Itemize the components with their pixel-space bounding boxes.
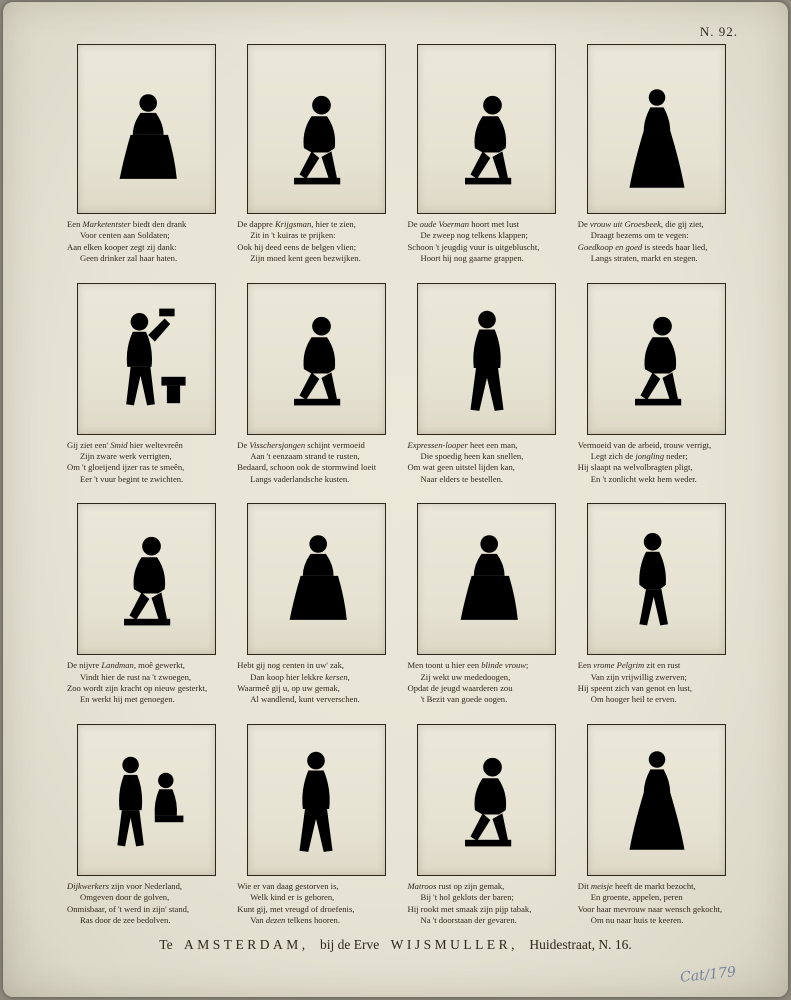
woodcut-aanspreker (247, 724, 386, 876)
caption-line: Onmisbaar, of 't werd in zijn' stand, (67, 903, 190, 914)
caption-line: Aan elken kooper zegt zij dank: (67, 241, 177, 252)
imprint-address: Huidestraat, N. 16. (529, 937, 632, 952)
expressen-looper-figure-icon (428, 302, 546, 434)
caption-line: Om wat geen uitstel lijden kan, (407, 462, 515, 473)
caption-line: De zweep nog telkens klappen; (420, 230, 528, 241)
aanspreker-figure-icon (257, 743, 375, 875)
catchpenny-print-sheet (3, 2, 788, 997)
caption-smid (67, 440, 225, 486)
landman-figure-icon (87, 522, 205, 654)
dijkwerkers-figures-icon (87, 743, 205, 875)
caption-vrouw-uit-groesbeek (578, 219, 736, 265)
caption-line: De oude Voerman hoort met lust (407, 219, 519, 229)
caption-line: Om hooger heil te erven. (590, 694, 677, 705)
panel-kersenverkoopster (237, 503, 395, 706)
caption-line: Ook hij deed eens de belgen vlien; (237, 241, 357, 252)
caption-line: Een Marketentster biedt den drank (67, 219, 187, 229)
imprint-city: AMSTERDAM, (183, 937, 309, 952)
woodcut-dijkwerkers (77, 724, 216, 876)
caption-line: Zij wekt uw mededoogen, (420, 671, 511, 682)
caption-jongling (578, 440, 736, 486)
woodcut-visschersjongen (247, 283, 386, 435)
panel-matroos (408, 724, 566, 927)
kersenverkoopster-figure-icon (257, 522, 375, 654)
panel-krijgsman (237, 44, 395, 265)
caption-line: Waarmeê gij u, op uw gemak, (237, 683, 340, 694)
woodcut-jongling (587, 283, 726, 435)
panel-jongling (578, 283, 736, 486)
woodcut-expressen-looper (417, 283, 556, 435)
smid-figure-icon (87, 302, 205, 434)
imprint-publisher: WIJSMULLER, (390, 937, 518, 952)
panel-landman (67, 503, 225, 706)
woodcut-grid (67, 44, 736, 927)
caption-line: Hij speent zich van genot en lust, (577, 683, 693, 694)
caption-line: Dit meisje heeft de markt bezocht, (577, 880, 696, 891)
caption-line: Dan koop hier lekkre kersen, (250, 671, 350, 682)
caption-line: Expressen-looper heet een man, (407, 439, 518, 450)
woodcut-blinde-vrouw (417, 503, 556, 655)
woodcut-pelgrim (587, 503, 726, 655)
caption-matroos (408, 881, 566, 927)
woodcut-vrouw-uit-groesbeek (587, 44, 726, 214)
woodcut-smid (77, 283, 216, 435)
woodcut-landman (77, 503, 216, 655)
woodcut-krijgsman (247, 44, 386, 214)
caption-line: Zijn moed kent geen bezwijken. (250, 253, 361, 264)
caption-line: Voor centen aan Soldaten; (80, 230, 170, 241)
caption-line: 't Bezit van goede oogen. (420, 694, 508, 705)
groesbeek-vrouw-figure-icon (598, 81, 716, 213)
meisje-figure-icon (598, 743, 716, 875)
caption-line: Naar elders te bestellen. (420, 473, 504, 484)
woodcut-matroos (417, 724, 556, 876)
caption-line: De Visschersjongen schijnt vermoeid (237, 439, 365, 450)
caption-line: Wie er van daag gestorven is, (237, 880, 339, 891)
caption-line: De vrouw uit Groesbeek, die gij ziet, (577, 219, 704, 229)
panel-smid (67, 283, 225, 486)
blinde-vrouw-figure-icon (428, 522, 546, 654)
caption-meisje (578, 881, 736, 927)
caption-line: Omgeven door de golven, (80, 892, 170, 903)
caption-line: Men toont u hier een blinde vrouw; (407, 660, 529, 671)
handwritten-collection-mark: Cat/179 (679, 964, 737, 986)
caption-line: Om nu naar huis te keeren. (590, 915, 684, 926)
plate-number: N. 92. (699, 24, 738, 39)
caption-line: Langs straten, markt en stegen. (590, 253, 698, 264)
caption-line: Welk kind er is geboren, (250, 892, 335, 903)
caption-marketentster (67, 219, 225, 265)
panel-expressen-looper (408, 283, 566, 486)
caption-line: Om 't gloeijend ijzer ras te smeên, (67, 462, 185, 473)
caption-line: Eer 't vuur begint te zwichten. (80, 473, 184, 484)
caption-krijgsman (237, 219, 395, 265)
woodcut-voerman (417, 44, 556, 214)
caption-line: Langs vaderlandsche kusten. (250, 473, 350, 484)
caption-line: Die spoedig heen kan snellen, (420, 451, 524, 462)
imprint-line (3, 937, 788, 953)
panel-vrouw-uit-groesbeek (578, 44, 736, 265)
caption-line: Opdat de jeugd waarderen zou (407, 683, 513, 694)
caption-line: Gij ziet een' Smid hier weltevreên (67, 439, 183, 450)
caption-line: Hij slaapt na welvolbragten pligt, (577, 462, 693, 473)
caption-line: Voor haar mevrouw naar wensch gekocht, (577, 903, 723, 914)
caption-line: Van zijn vrijwillig zwerven; (590, 671, 687, 682)
caption-line: De nijvre Landman, moê gewerkt, (67, 660, 185, 671)
woodcut-meisje (587, 724, 726, 876)
panel-pelgrim (578, 503, 736, 706)
caption-line: Zijn zware werk verrigten, (80, 451, 172, 462)
caption-line: Een vrome Pelgrim zit en rust (577, 660, 681, 671)
caption-visschersjongen (237, 440, 395, 486)
panel-visschersjongen (237, 283, 395, 486)
caption-line: Van dezen telkens hooren. (250, 915, 340, 926)
caption-line: En 't zonlicht wekt hem weder. (590, 473, 697, 484)
caption-line: Vindt hier de rust na 't zwoegen, (80, 671, 192, 682)
visschersjongen-figure-icon (257, 302, 375, 434)
caption-line: En groente, appelen, peren (590, 892, 683, 903)
pelgrim-figure-icon (598, 522, 716, 654)
caption-dijkwerkers (67, 881, 225, 927)
marketentster-figure-icon (87, 81, 205, 213)
voerman-figure-icon (428, 81, 546, 213)
caption-blinde-vrouw (408, 660, 566, 706)
panel-aanspreker (237, 724, 395, 927)
woodcut-marketentster (77, 44, 216, 214)
panel-marketentster (67, 44, 225, 265)
caption-kersenverkoopster (237, 660, 395, 706)
caption-line: De dappre Krijgsman, hier te zien, (237, 219, 356, 229)
caption-line: Ras door de zee bedolven. (80, 915, 171, 926)
caption-landman (67, 660, 225, 706)
panel-voerman (408, 44, 566, 265)
caption-line: Bij 't hol geklots der baren; (420, 892, 514, 903)
caption-aanspreker (237, 881, 395, 927)
caption-line: Kunt gij, met vreugd of droefenis, (237, 903, 355, 914)
imprint-prefix: Te (159, 937, 173, 952)
caption-line: Aan 't eenzaam strand te rusten, (250, 451, 360, 462)
caption-line: Dijkwerkers zijn voor Nederland, (67, 880, 183, 891)
caption-line: Schoon 't jeugdig vuur is uitgebluscht, (407, 241, 540, 252)
caption-line: Geen drinker zal haar haten. (80, 253, 178, 264)
caption-line: Zit in 't kuiras te prijken: (250, 230, 336, 241)
caption-line: Goedkoop en goed is steeds haar lied, (577, 241, 708, 252)
panel-meisje (578, 724, 736, 927)
krijgsman-figure-icon (257, 81, 375, 213)
woodcut-kersenverkoopster (247, 503, 386, 655)
imprint-middle: bij de Erve (319, 937, 380, 952)
caption-line: Hoort hij nog gaarne grappen. (420, 253, 524, 264)
caption-line: Legt zich de jongling neder; (590, 451, 688, 462)
caption-line: Vermoeid van de arbeid, trouw verrigt, (577, 439, 712, 450)
jongling-figure-icon (598, 302, 716, 434)
caption-line: Draagt bezems om te vegen: (590, 230, 689, 241)
caption-expressen-looper (408, 440, 566, 486)
caption-line: Na 't doorstaan der gevaren. (420, 915, 517, 926)
caption-line: Zoo wordt zijn kracht op nieuw gesterkt, (67, 683, 208, 694)
caption-line: En werkt hij met genoegen. (80, 694, 175, 705)
caption-voerman (408, 219, 566, 265)
caption-line: Hij rookt met smaak zijn pijp tabak, (407, 903, 532, 914)
caption-line: Al wandlend, kunt ververschen. (250, 694, 360, 705)
panel-dijkwerkers (67, 724, 225, 927)
caption-line: Hebt gij nog centen in uw' zak, (237, 660, 345, 671)
caption-line: Matroos rust op zijn gemak, (407, 880, 505, 891)
panel-blinde-vrouw (408, 503, 566, 706)
caption-pelgrim (578, 660, 736, 706)
caption-line: Bedaard, schoon ook de stormwind loeit (237, 462, 377, 473)
matroos-figure-icon (428, 743, 546, 875)
